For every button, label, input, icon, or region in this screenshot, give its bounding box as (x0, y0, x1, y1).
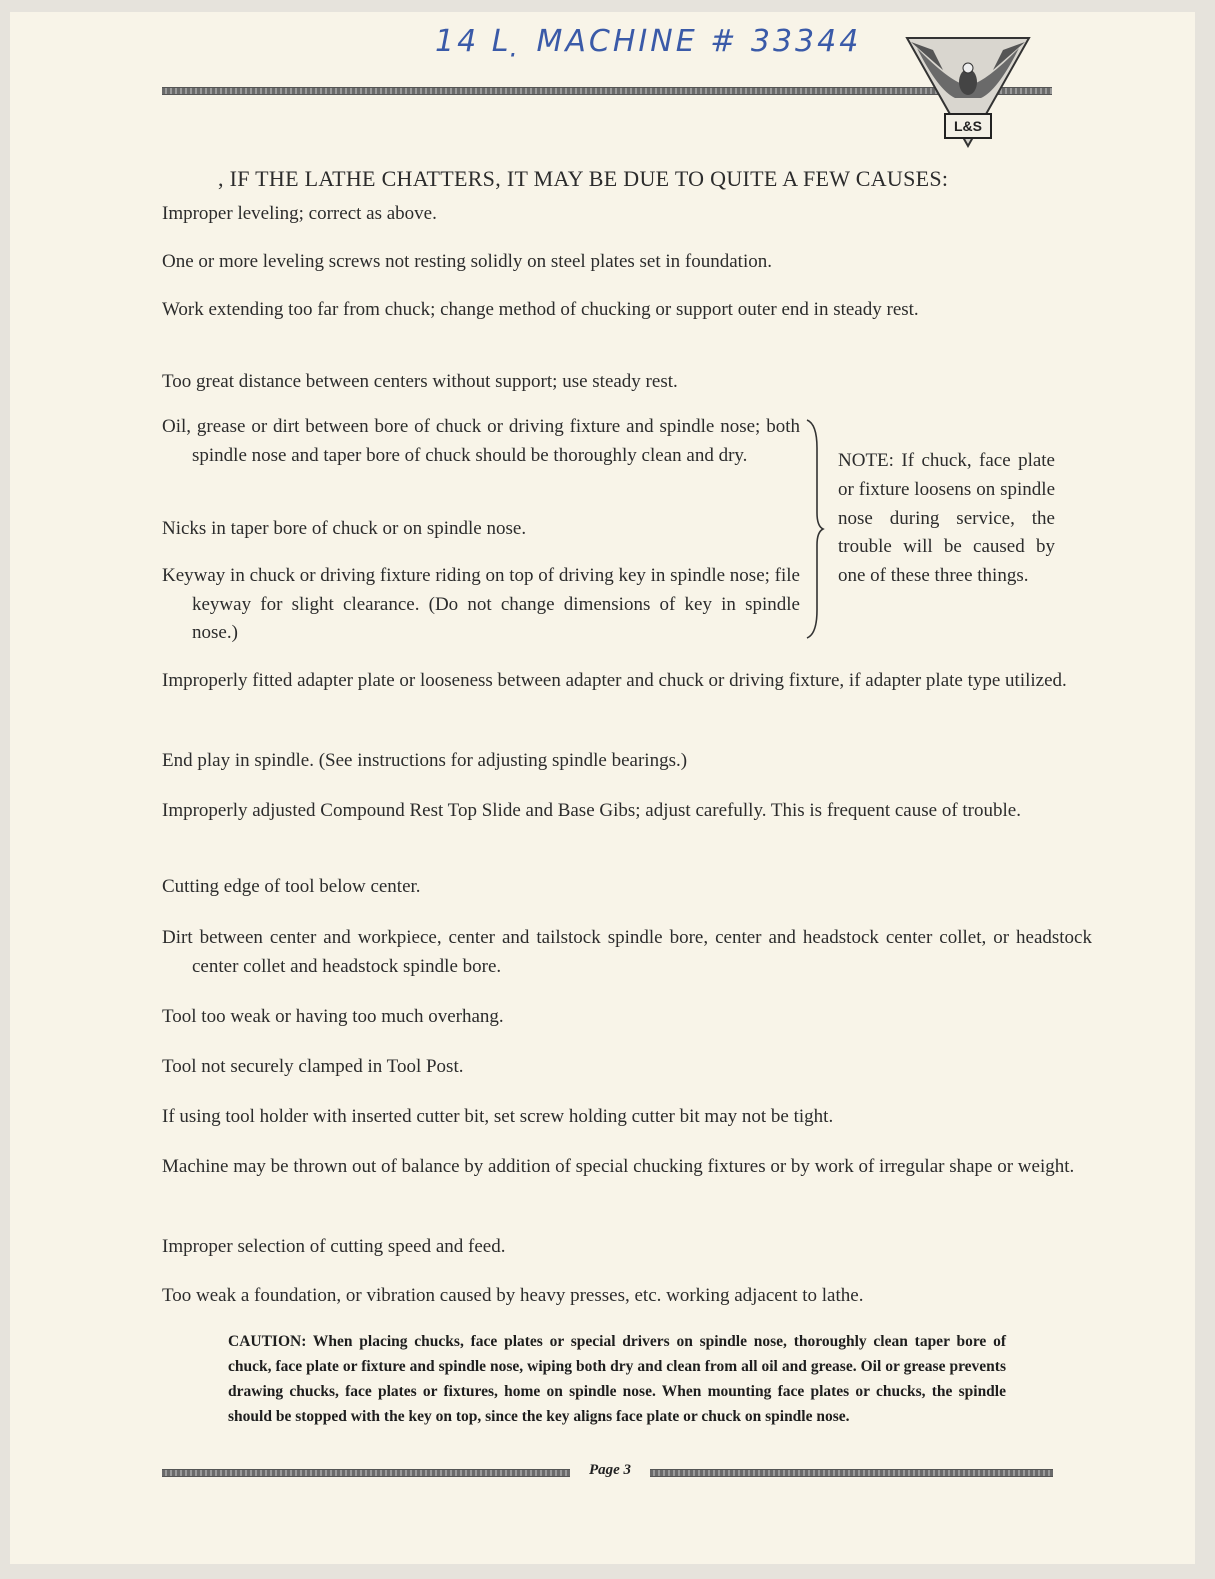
caution-paragraph: CAUTION: When placing chucks, face plates or special drivers on spindle nose, thoroughly clean taper bore of chuck, face plate or fixture and spindle nose, wiping both dry and clean from all oil and grease. Oil or grease prevents drawing chucks, face plates or fixtures, home on spindle nose. When mounting face plates or chucks, the spindle should be stopped with the key on top, since the key aligns face plate or chuck on spindle nose. (228, 1333, 1006, 1425)
handwritten-machine-number: 14 L ̣ MACHINE # 33344 (435, 24, 862, 59)
cause-item: Tool too weak or having too much overhang. (162, 1006, 504, 1027)
cause-item: End play in spindle. (See instructions for adjusting spindle bearings.) (162, 750, 688, 771)
cause-item: Improper leveling; correct as above. (162, 203, 437, 224)
svg-text:L&S: L&S (954, 118, 982, 134)
side-note: NOTE: If chuck, face plate or fixture loosens on spindle nose during service, the trouble will be caused by one of these three things. (838, 450, 1055, 587)
cause-item: Improper selection of cutting speed and feed. (162, 1236, 506, 1257)
cause-item: Cutting edge of tool below center. (162, 876, 421, 897)
page-number: Page 3 (588, 1462, 632, 1478)
cause-item: Tool not securely clamped in Tool Post. (162, 1056, 464, 1077)
cause-item: Nicks in taper bore of chuck or on spindle nose. (162, 518, 527, 539)
page-heading: , IF THE LATHE CHATTERS, IT MAY BE DUE TO QUITE A FEW CAUSES: (218, 166, 949, 191)
right-brace-icon (805, 418, 825, 640)
cause-item: Too great distance between centers without support; use steady rest. (162, 371, 678, 392)
cause-item: One or more leveling screws not resting solidly on steel plates set in foundation. (162, 251, 772, 272)
cause-item: Work extending too far from chuck; change method of chucking or support outer end in steady rest. (162, 299, 919, 320)
eagle-logo-icon (903, 30, 1033, 148)
cause-item: If using tool holder with inserted cutter bit, set screw holding cutter bit may not be tight. (162, 1106, 834, 1127)
cause-item: Improperly adjusted Compound Rest Top Slide and Base Gibs; adjust carefully. This is frequent cause of trouble. (162, 800, 1021, 821)
cause-item: Keyway in chuck or driving fixture riding on top of driving key in spindle nose; file keyway for slight clearance. (Do not change dimensions of key in spindle nose.) (162, 565, 800, 643)
cause-item: Oil, grease or dirt between bore of chuck or driving fixture and spindle nose; both spindle nose and taper bore of chuck should be thoroughly clean and dry. (162, 416, 800, 466)
cause-item: Improperly fitted adapter plate or looseness between adapter and chuck or driving fixture, if adapter plate type utilized. (162, 670, 1067, 691)
cause-item: Dirt between center and workpiece, center and tailstock spindle bore, center and headstock center collet, or headstock center collet and headstock spindle bore. (162, 927, 1092, 977)
footer-rule-left (162, 1469, 570, 1477)
cause-item: Machine may be thrown out of balance by addition of special chucking fixtures or by work of irregular shape or weight. (162, 1156, 1075, 1177)
footer-rule-right (650, 1469, 1053, 1477)
cause-item: Too weak a foundation, or vibration caused by heavy presses, etc. working adjacent to lathe. (162, 1285, 864, 1306)
